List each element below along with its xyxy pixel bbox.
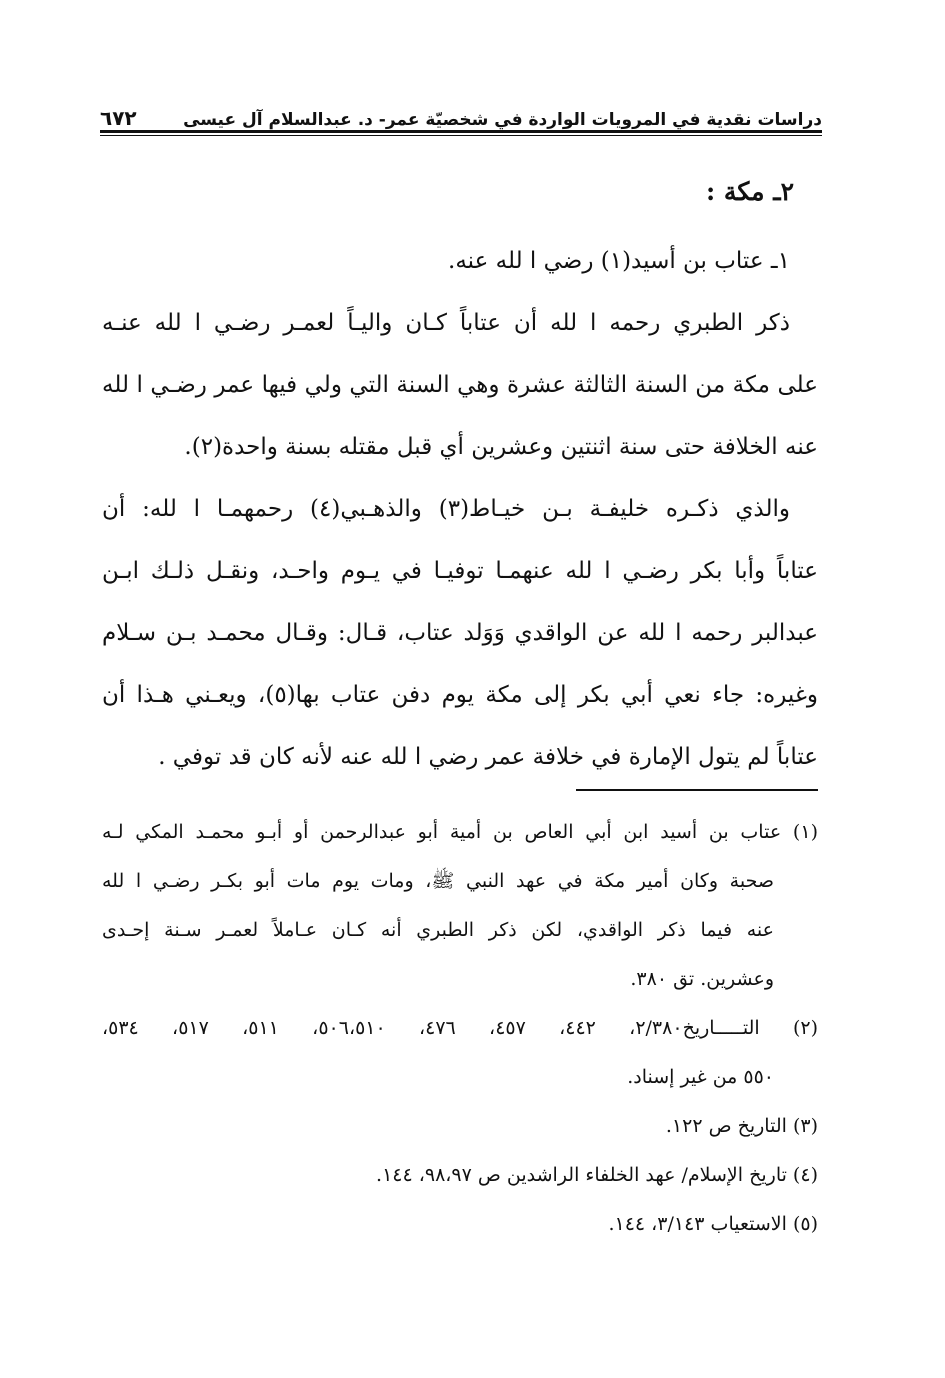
section-title: ٢ـ مكة : — [706, 177, 794, 206]
footnote-4: (٤) تاريخ الإسلام/ عهد الخلفاء الراشدين ص ٩٨،٩٧، ١٤٤. — [376, 1164, 818, 1186]
paragraph-2 — [102, 478, 818, 788]
paragraph-line: والذي ذكـره خليفـة بـن خيـاط(٣) والذهـبي(٤) رحمهمـا ا لله: أن — [102, 496, 790, 522]
footnote-line: وعشرين. تق ٣٨٠. — [630, 968, 774, 990]
main-text — [102, 168, 818, 788]
subheading-paragraph — [102, 230, 818, 292]
page-number: ٦٧٢ — [100, 106, 137, 130]
footnote-2 — [102, 1004, 818, 1102]
header-rule — [100, 130, 822, 136]
footnote-line: ٥٥٠ من غير إسناد. — [627, 1066, 774, 1088]
paragraph-line: عبدالبر رحمه ا لله عن الواقدي وَوَلد عتاب، قـال: وقـال محمـد بـن سـلام — [102, 620, 818, 646]
paragraph-line: عنه الخلافة حتى سنة اثنتين وعشرين أي قبل مقتله بسنة واحدة(٢). — [184, 434, 818, 460]
footnote-line: عنه فيما ذكر الواقدي، لكن ذكر الطبري أنه كـان عـاملاً لعمـر سـنة إحـدى — [102, 919, 774, 941]
running-header — [100, 94, 822, 130]
footnote-line: (١) عتاب بن أسيد ابن أبي العاص بن أمية أبو عبدالرحمن أو أبـو محمـد المكي لـه — [102, 821, 818, 843]
footnote-separator — [576, 789, 818, 791]
paragraph-line: عتاباً وأبا بكر رضـي ا لله عنهمـا توفيـا في يـوم واحـد، ونقـل ذلـك ابـن — [102, 558, 818, 584]
footnotes — [102, 808, 818, 1249]
paragraph-line: على مكة من السنة الثالثة عشرة وهي السنة التي ولي فيها عمر رضـي ا لله — [102, 372, 818, 398]
paragraph-1 — [102, 292, 818, 478]
header-title: دراسات نقدية في المرويات الواردة في شخصيّة عمر- د. عبدالسلام آل عيسى — [183, 110, 822, 130]
footnote-1 — [102, 808, 818, 1004]
footnote-5: (٥) الاستعياب ٣/١٤٣، ١٤٤. — [608, 1213, 818, 1235]
paragraph-line: عتاباً لم يتول الإمارة في خلافة عمر رضي ا لله عنه لأنه كان قد توفي . — [158, 744, 818, 770]
footnote-3: (٣) التاريخ ص ١٢٢. — [665, 1115, 818, 1137]
paragraph-line: ذكر الطبري رحمه ا لله أن عتاباً كـان واليـاً لعمـر رضـي ا لله عنـه — [102, 310, 790, 336]
footnote-line: (٢) التـــــاريخ٢/٣٨٠، ٤٤٢، ٤٥٧، ٤٧٦، ٥٠٦،٥١٠، ٥١١، ٥١٧، ٥٣٤، — [102, 1017, 818, 1039]
footnote-line: صحبة وكان أمير مكة في عهد النبي ﷺ، ومات يوم مات أبو بكـر رضـي ا لله — [102, 870, 774, 892]
paragraph-line: وغيره: جاء نعي أبي بكر إلى مكة يوم دفن عتاب بها(٥)، ويعـني هـذا أن — [102, 682, 818, 708]
subheading-line: ١ـ عتاب بن أسيد(١) رضي ا لله عنه. — [448, 248, 790, 274]
